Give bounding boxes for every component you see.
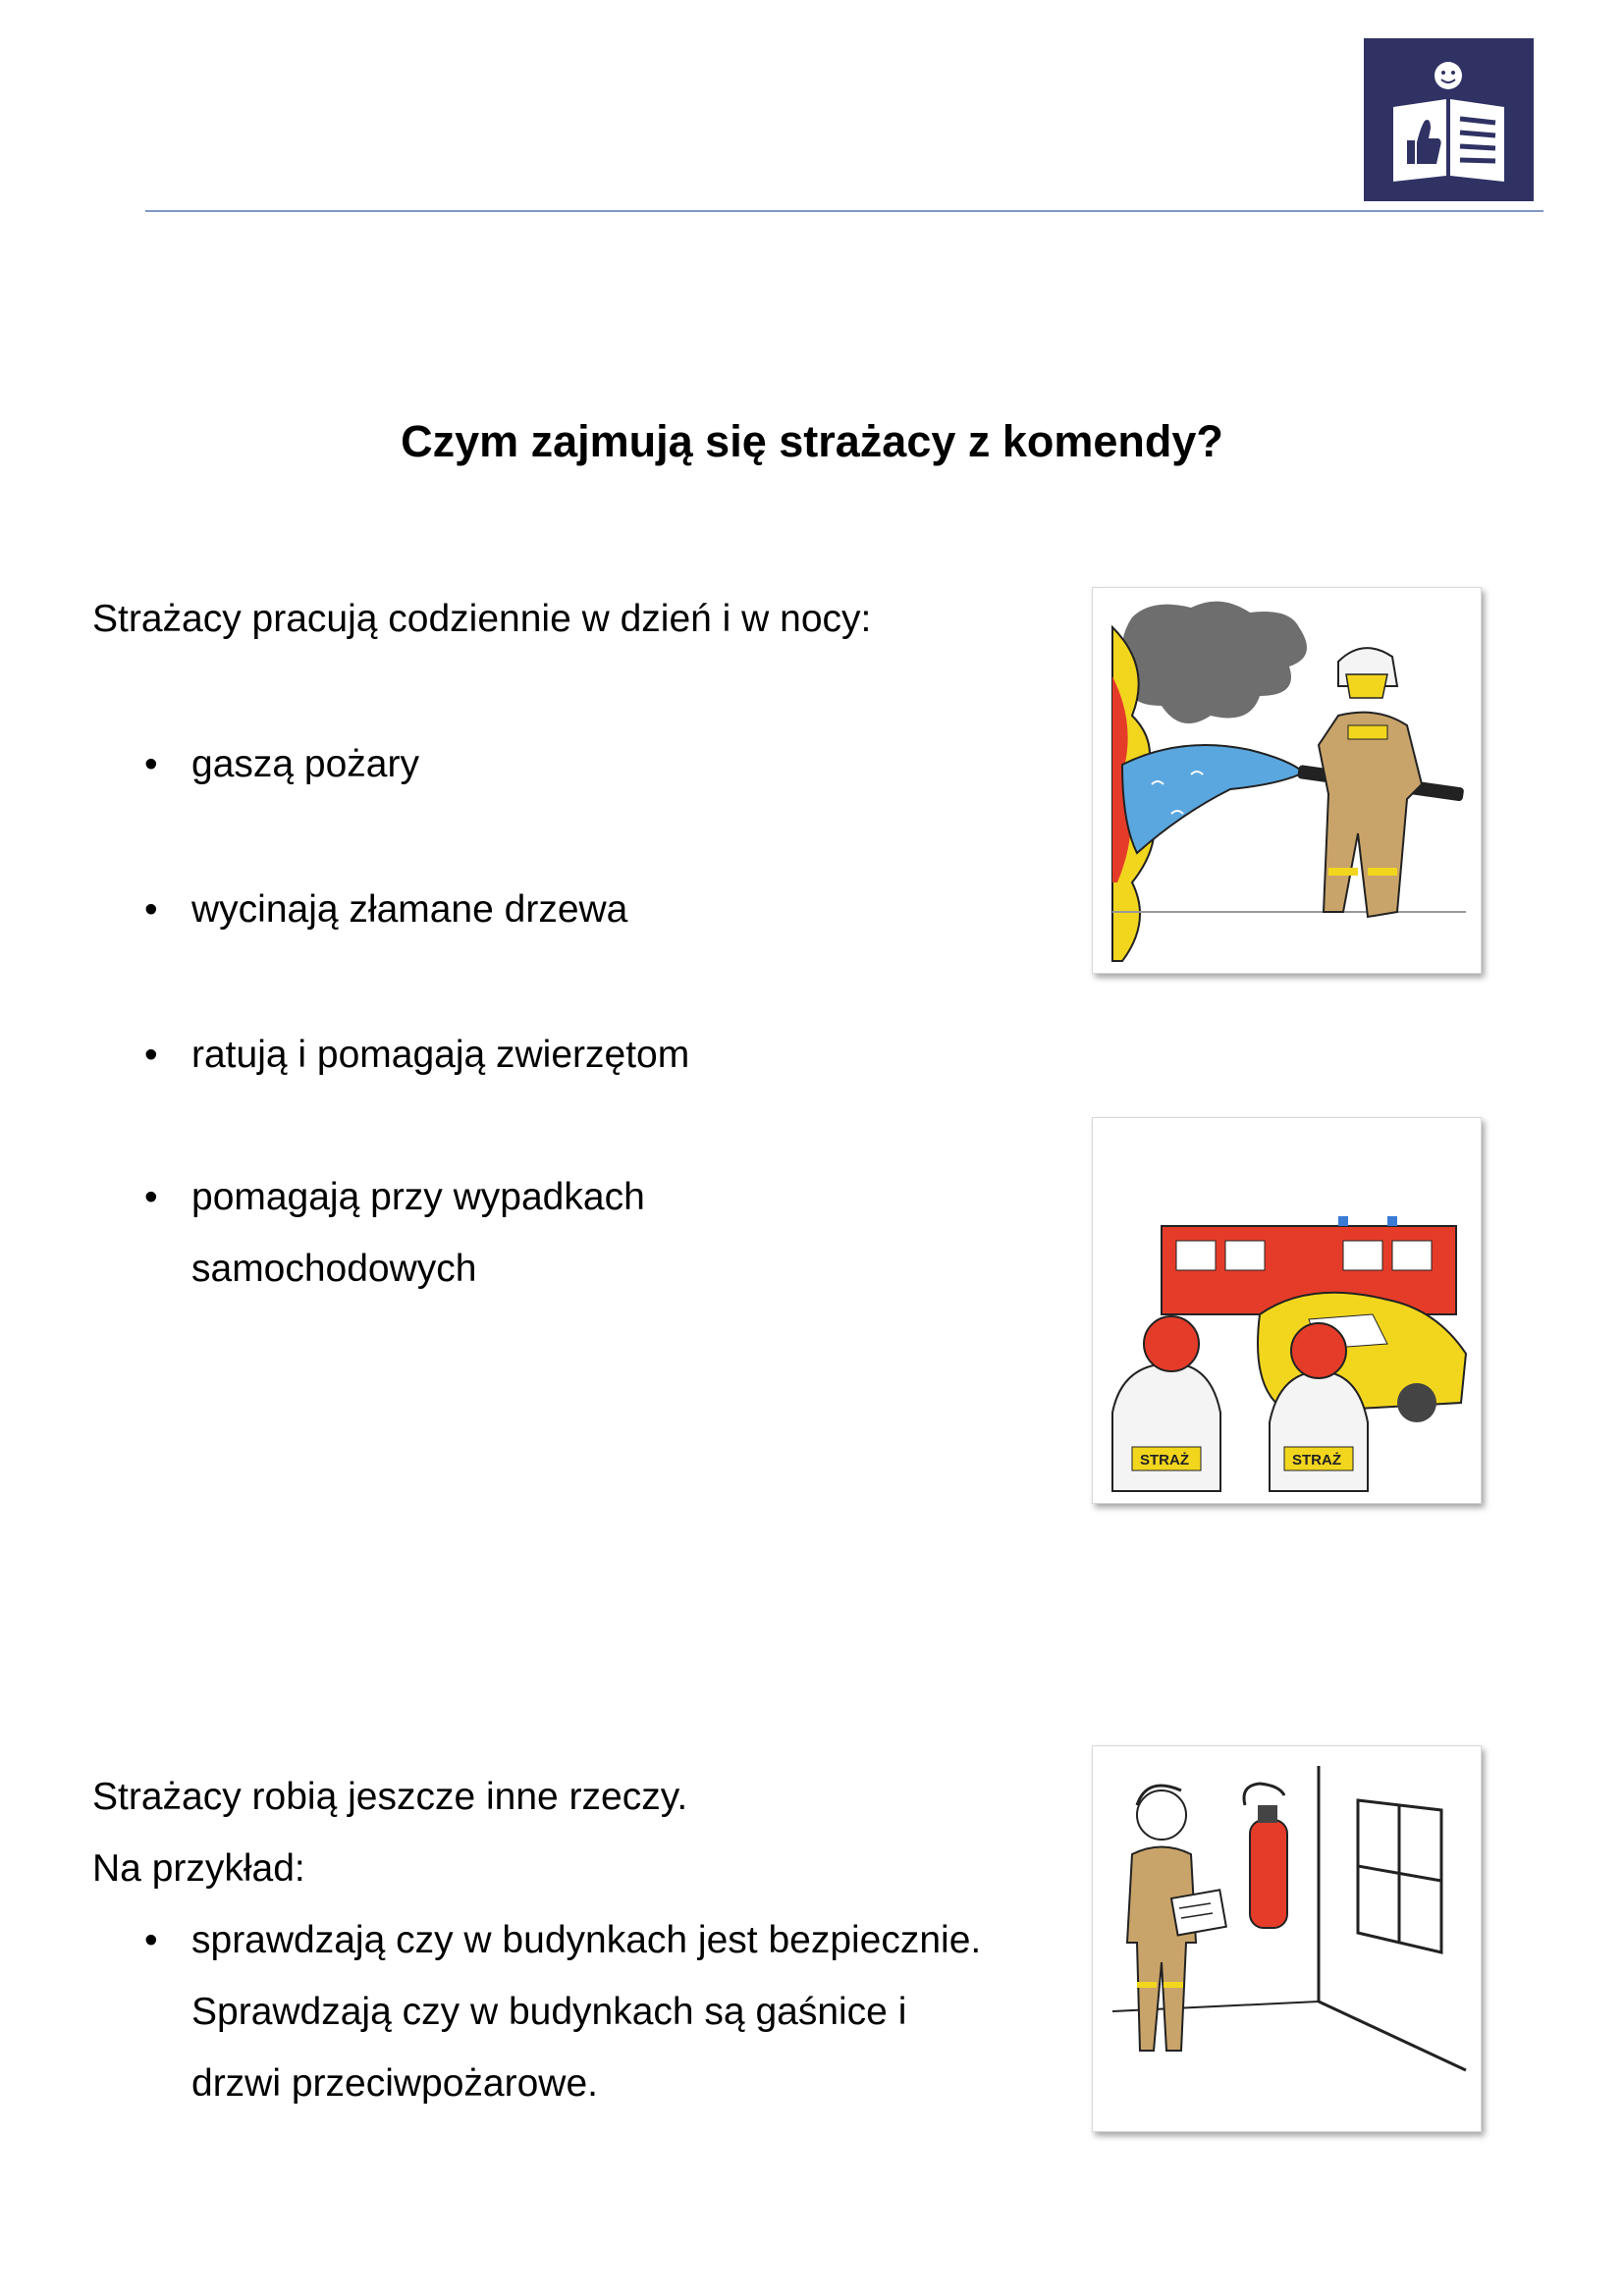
section2-line1: Strażacy robią jeszcze inne rzeczy.	[92, 1776, 688, 1818]
list-item: • ratują i pomagają zwierzętom	[191, 1019, 689, 1091]
list-item: • pomagają przy wypadkach samochodowych	[191, 1161, 702, 1305]
section2-line2: Na przykład:	[92, 1847, 305, 1890]
bullet-icon: •	[144, 743, 158, 785]
page-title: Czym zajmują się strażacy z komendy?	[401, 416, 1223, 466]
easy-to-read-logo	[1364, 38, 1534, 201]
header-rule	[145, 210, 1543, 212]
illustration-inspection	[1092, 1745, 1482, 2132]
bullet-icon: •	[144, 1176, 158, 1218]
bullet-icon: •	[144, 1919, 158, 1961]
list-item: • wycinają złamane drzewa	[191, 874, 627, 945]
illustration-firefighter-hose	[1092, 587, 1482, 974]
section2-list	[144, 1904, 997, 2119]
easy-to-read-icon	[1364, 38, 1534, 201]
bullet-icon: •	[144, 1034, 158, 1076]
car-accident-rescue-icon	[1093, 1118, 1481, 1503]
list-item: • gaszą pożary	[191, 728, 419, 800]
illustration-car-accident	[1092, 1117, 1482, 1504]
badge-right: STRAŻ	[1292, 1452, 1341, 1468]
list-item: • sprawdzają czy w budynkach jest bezpiecznie. Sprawdzają czy w budynkach są gaśnice i drzwi przeciwpożarowe.	[191, 1904, 997, 2119]
firefighter-hose-icon	[1093, 588, 1481, 973]
badge-left: STRAŻ	[1140, 1452, 1189, 1468]
fire-inspection-icon	[1093, 1746, 1481, 2131]
bullet-icon: •	[144, 888, 158, 931]
section1-intro: Strażacy pracują codziennie w dzień i w nocy:	[92, 598, 872, 640]
